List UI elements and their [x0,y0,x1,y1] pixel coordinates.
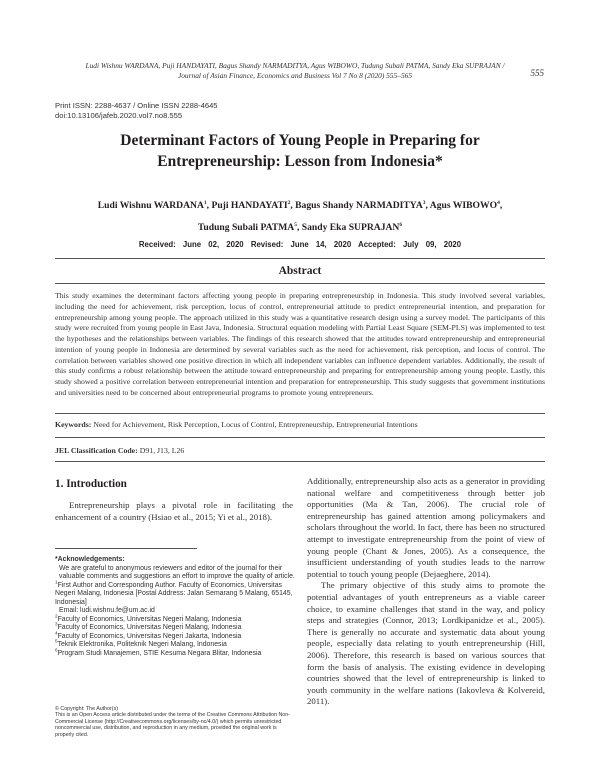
license-text: This is an Open Access article distributed under the terms of the Creative Commons Attribution Non-Commercial License (http://Creativecommons.org/licenses/by-nc/4.0/) which permits unrestricted noncommercial use, distribution, and reproduction in any medium, provided the original work is properly cited. [55,712,290,738]
author-name: Sandy Eka SUPRAJAN [301,222,400,233]
footnote-text: Faculty of Economics, Universitas Negeri Malang, Indonesia [57,615,242,623]
received-date: Received: June 02, 2020 [138,240,244,249]
footnote-1 [55,579,295,608]
keywords-text: Need for Achievement, Risk Perception, Locus of Control, Entrepreneurship, Entrepreneurial Intentions [91,420,418,429]
copyright-notice [55,706,295,738]
issn-line: Print ISSN: 2288-4637 / Online ISSN 2288-4645 [55,101,218,110]
paper-title [60,130,540,172]
doi-line: doi:10.13106/jafeb.2020.vol7.no8.555 [55,111,183,120]
running-header-journal: Journal of Asian Finance, Economics and Business Vol 7 No 8 (2020) 555–565 [177,71,413,80]
abstract-heading: Abstract [278,265,322,277]
author-affiliation-mark: 1 [203,199,207,206]
footnote-mark: 2 [55,613,58,619]
footnote-2 [55,613,295,625]
author-list [60,195,540,239]
footnote-text: Program Studi Manajemen, STIE Kesuma Negara Blitar, Indonesia [57,649,262,657]
footnote-mark: 1 [55,579,58,585]
footnote-mark: 5 [55,638,58,644]
abstract-heading-rule [55,283,545,284]
author-name: Tudung Subali PATMA [197,222,295,233]
abstract-text: This study examines the determinant factors affecting young people in preparing entrepreneurship in Indonesia. This study involved several variables, including the need for achievement, risk perception, locus of control, entrepreneurial attitude to predict entrepreneurial intention, and preparation for entrepreneurship among young people. The approach utilized in this study was a quantitative research design using a survey model. The participants of this study were recruited from young people in East Java, Indonesia. Structural equation modeling with Partial Least Square (SEM-PLS) was implemented to test the hypotheses and the relationships between variables. The findings of this research showed that the attitudes toward entrepreneurship and entrepreneurial intention of young people in Indonesia are determined by several variables such as the need for achievement, risk perception, and locus of control. The correlation between variables showed one positive direction in which all independent variables can influence dependent variables. Additionally, the result of this study confirms a robust relationship between the attitude toward entrepreneurship and preparing for entrepreneurship among young people. Lastly, this study showed a positive correlation between entrepreneurial intention and preparation for entrepreneurship. This study suggests that government institutions and universities need to be concerned about entrepreneurial programs to promote young entrepreneurs. [55,291,545,397]
footnote-4 [55,630,295,642]
acknowledgements-text: We are grateful to anonymous reviewers and editor of the journal for their valuable comments and suggestions an effort to improve the quality of article. [59,564,295,580]
author-name: Agus WIBOWO [429,200,498,211]
revised-date: Revised: June 14, 2020 [250,240,352,249]
jel-label: JEL Classification Code: [55,446,138,455]
author-name: Bagus Shandy NARMADITYA [295,200,423,211]
jel-text: D91, J13, L26 [137,446,185,455]
introduction-heading: 1. Introduction [55,478,127,490]
author-separator: , [499,200,503,211]
keywords [55,420,545,429]
keywords-top-rule [55,413,545,414]
keywords-bottom-rule [55,437,545,438]
footnote-mark: 6 [55,647,58,653]
paper-title-line2: Entrepreneurship: Lesson from Indonesia* [157,153,443,170]
paper-title-line1: Determinant Factors of Young People in Preparing for [120,132,480,149]
author-separator: , [206,200,212,211]
footnote-mark: 3 [55,621,58,627]
footnote-text: Faculty of Economics, Universitas Negeri Jakarta, Indonesia [57,632,242,640]
corresponding-email: Email: ludi.wishnu.fe@um.ac.id [59,607,155,614]
author-affiliation-mark: 6 [399,221,403,228]
footnote-text: Faculty of Economics, Universitas Negeri Malang, Indonesia [57,624,242,631]
introduction-paragraph-2: The primary objective of this study aims to promote the potential advantages of youth entrepreneurs as a viable career choice, to examine challenges that stand in the way, and policy steps and strategies (Connor, 2013; Lordkipanidze et al., 2005). There is generally no accurate and systematic data about young people, especially data relating to youth entrepreneurship (Hill, 2006). Therefore, this research is based on various sources that form the basis of analysis. The existing evidence in developing countries showed that the level of entrepreneurship is linked to youth community in the welfare nations (Iakovleva & Kolvereid, 2011). [307,580,545,707]
author-affiliation-mark: 2 [287,199,291,206]
issn-block [55,101,218,121]
author-affiliation-mark: 3 [422,199,426,206]
footnote-6 [55,647,295,659]
footnote-text: First Author and Corresponding Author. Faculty of Economics, Universitas Negeri Malang, Indonesia [Postal Address: Jalan Semarang 5 Malang, 65145, Indonesia] [55,581,293,606]
acknowledgements-heading: *Acknowledgements: [55,556,125,563]
submission-dates [60,240,540,249]
footnote-mark: 4 [55,630,58,636]
footnote-text: Teknik Elektronika, Politeknik Negeri Malang, Indonesia [57,641,227,648]
running-header-authors: Ludi Wishnu WARDANA, Puji HANDAYATI, Bagus Shandy NARMADITYA, Agus WIBOWO, Tudung Subali PATMA, Sandy Eka SUPRAJAN / [85,61,505,70]
author-affiliation-mark: 4 [497,199,500,206]
abstract-top-rule [55,258,545,259]
jel-bottom-rule [55,461,545,462]
footnote-rule [55,548,197,549]
footnotes [55,556,295,658]
copyright-line: © Copyright: The Author(s) [55,706,118,712]
accepted-date: Accepted: July 09, 2020 [358,240,462,249]
author-name: Puji HANDAYATI [211,200,288,211]
author-separator: , [296,222,302,233]
author-name: Ludi Wishnu WARDANA [97,200,204,211]
page-number: 555 [530,68,544,78]
author-separator: , [290,200,296,211]
keywords-label: Keywords: [55,420,92,429]
jel-codes [55,446,545,455]
introduction-paragraph: Entrepreneurship plays a pivotal role in facilitating the enhancement of a country (Hsiao et al., 2015; Yi et al., 2018). [55,500,293,522]
introduction-right-column [307,476,545,708]
author-separator: , [425,200,430,211]
author-affiliation-mark: 5 [294,221,297,228]
running-header [60,61,530,81]
author-line2 [60,217,540,239]
author-line1 [60,195,540,217]
introduction-paragraph-continued: Additionally, entrepreneurship also acts as a generator in providing national welfare and competitiveness through better job opportunities (Ma & Tan, 2006). The crucial role of entrepreneurship has gained attention among policymakers and scholars throughout the world. In fact, there has been no structured attempt to investigate entrepreneurship from the point of view of young people (Chant & Jones, 2005). As a consequence, the insufficient understanding of youth studies leads to the narrow potential to touch young people (Dejaeghere, 2014). [307,476,545,579]
